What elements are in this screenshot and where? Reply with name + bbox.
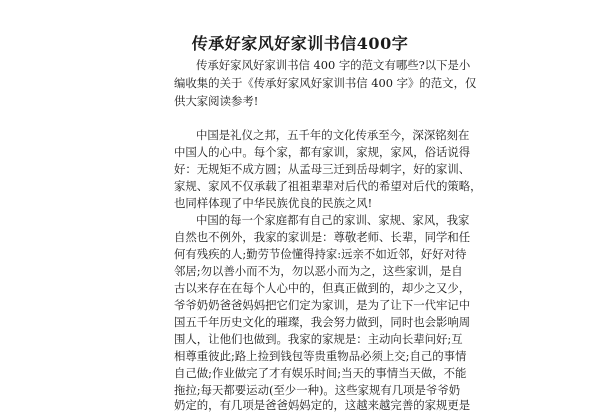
paragraph-line: 传承好家风好家训书信 400 字的范文有哪些?以下是小 [196, 58, 471, 72]
paragraph-line: 奶定的，有几项是爸爸妈妈定的，这越来越完善的家规更是 [174, 398, 471, 412]
paragraph-line: 供大家阅读参考! [174, 94, 259, 108]
paragraph-line: 家规、家风不仅承载了祖祖辈辈对后代的希望对后代的策略， [174, 179, 482, 193]
paragraph-line: 爷爷奶奶爸爸妈妈把它们定为家训，是为了让下一代牢记中 [174, 298, 471, 312]
paragraph-line: 好：无规矩不成方圆；从孟母三迁到岳母刺字，好的家训、 [174, 162, 471, 176]
paragraph-line: 拖拉;每天都要运动(至少一种)。这些家规有几项是爷爷奶 [174, 383, 461, 397]
paragraph-line: 相尊重彼此;路上捡到钱包等贵重物品必须上交;自己的事情 [174, 349, 467, 363]
paragraph-line: 中国人的心中。每个家，都有家训，家规，家风，俗话说得 [174, 145, 471, 159]
document-title: 传承好家风好家训书信400字 [191, 34, 409, 53]
paragraph-line: 国五千年历史文化的璀璨，我会努力做到，同时也会影响周 [174, 315, 471, 329]
paragraph-line: 何有残疾的人;勤劳节俭懂得持家:远亲不如近邻，好好对待 [174, 247, 467, 261]
paragraph-line: 编收集的关于《传承好家风好家训书信 400 字》的范文，仅 [174, 76, 477, 90]
paragraph-line: 围人，让他们也做到。我家的家规是：主动向长辈问好;互 [174, 332, 463, 346]
paragraph-line: 自然也不例外，我家的家训是：尊敬老师、长辈，同学和任 [174, 230, 471, 244]
paragraph-line: 也同样体现了中华民族优良的民族之风! [174, 196, 373, 210]
paragraph-line: 中国的每一个家庭都有自己的家训、家规、家风，我家 [196, 213, 470, 227]
paragraph-line: 古以来存在在每个人心中的，但真正做到的，却少之又少， [174, 281, 471, 295]
paragraph-line: 自己做;作业做完了才有娱乐时间;当天的事情当天做，不能 [174, 366, 467, 380]
paragraph-line: 邻居;勿以善小而不为，勿以恶小而为之，这些家训，是自 [174, 264, 463, 278]
paragraph-line: 中国是礼仪之邦，五千年的文化传承至今，深深铭刻在 [196, 128, 470, 142]
